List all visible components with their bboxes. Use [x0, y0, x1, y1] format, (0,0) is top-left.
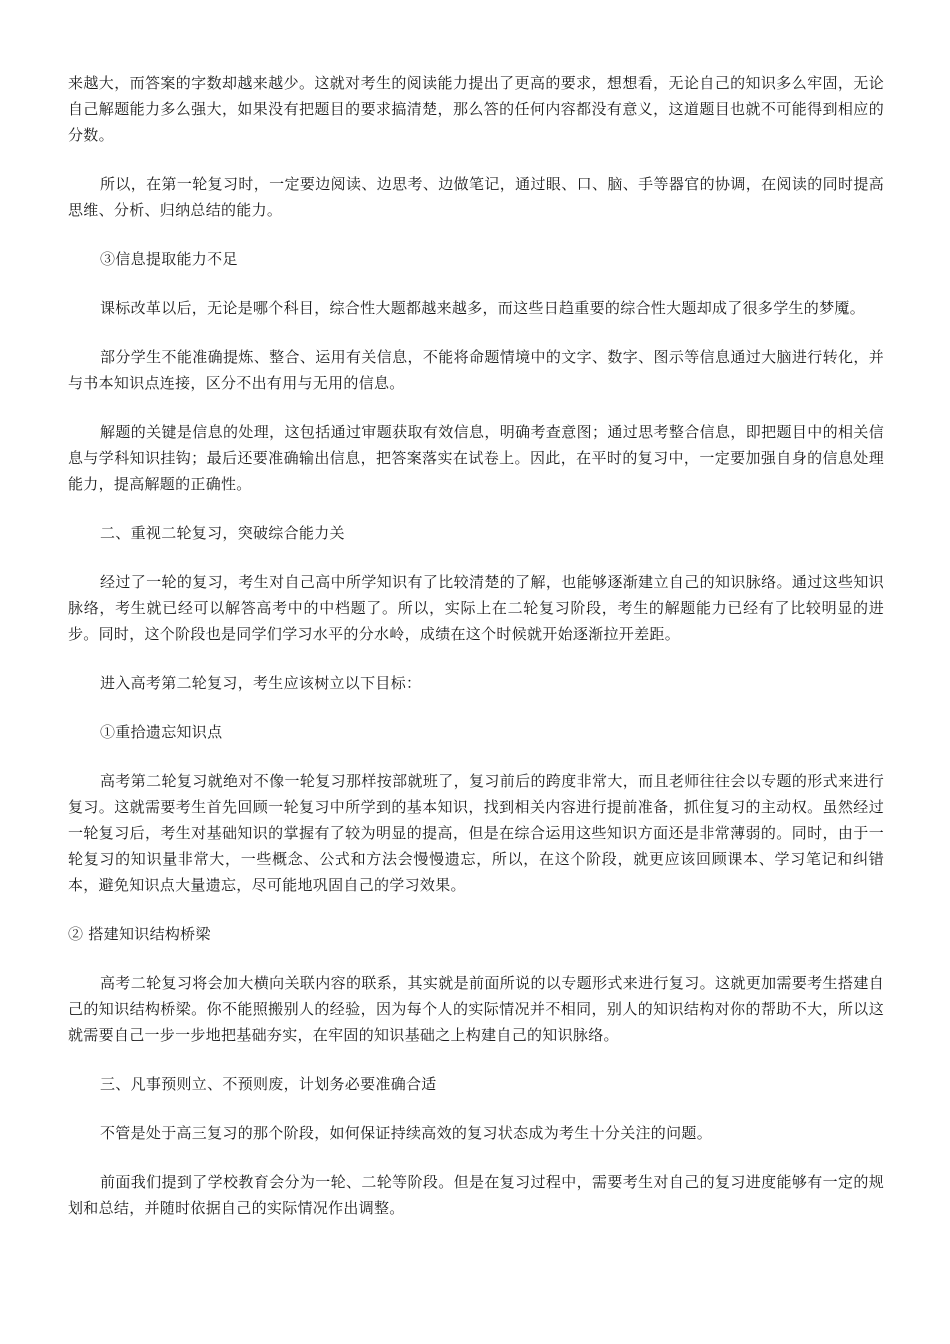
subheading-information-extraction: ③信息提取能力不足	[100, 250, 238, 268]
paragraph-after-first-round: 经过了一轮的复习，考生对自己高中所学知识有了比较清楚的了解，也能够逐渐建立自己的知识脉络。通过这些知识脉络，考生就已经可以解答高考中的中档题了。所以，实际上在二轮复习阶段，考生的解题能力已经有了比较明显的进步。同时，这个阶段也是同学们学习水平的分水岭，成绩在这个时候就开始逐渐拉开差距。	[68, 573, 884, 643]
subheading-recover-forgotten-points: ①重拾遗忘知识点	[100, 723, 223, 741]
paragraph-curriculum-reform: 课标改革以后，无论是哪个科目，综合性大题都越来越多，而这些日趋重要的综合性大题却成了很多学生的梦魇。	[100, 299, 866, 317]
subheading-knowledge-bridge: ② 搭建知识结构桥梁	[68, 925, 211, 943]
section-heading-planning: 三、凡事预则立、不预则废，计划务必要准确合适	[100, 1075, 437, 1093]
section-heading-second-round: 二、重视二轮复习，突破综合能力关	[100, 524, 345, 542]
paragraph-knowledge-structure: 高考二轮复习将会加大横向关联内容的联系，其实就是前面所说的以专题形式来进行复习。这就更加需要考生搭建自己的知识结构桥梁。你不能照搬别人的经验，因为每个人的实际情况并不相同，别人的知识结构对你的帮助不大，所以这就需要自己一步一步地把基础夯实，在牢固的知识基础之上构建自己的知识脉络。	[68, 974, 884, 1044]
paragraph-information-processing: 解题的关键是信息的处理，这包括通过审题获取有效信息，明确考查意图；通过思考整合信息，即把题目中的相关信息与学科知识挂钩；最后还要准确输出信息，把答案落实在试卷上。因此，在平时的复习中，一定要加强自身的信息处理能力，提高解题的正确性。	[68, 423, 884, 493]
document-page	[68, 70, 884, 1244]
paragraph-first-round-method: 所以，在第一轮复习时，一定要边阅读、边思考、边做笔记，通过眼、口、脑、手等器官的协调，在阅读的同时提高思维、分析、归纳总结的能力。	[68, 175, 884, 219]
paragraph-reading-demands: 来越大，而答案的字数却越来越少。这就对考生的阅读能力提出了更高的要求，想想看，无论自己的知识多么牢固，无论自己解题能力多么强大，如果没有把题目的要求搞清楚，那么答的任何内容都没有意义，这道题目也就不可能得到相应的分数。	[68, 74, 884, 144]
paragraph-second-round-review: 高考第二轮复习就绝对不像一轮复习那样按部就班了，复习前后的跨度非常大，而且老师往往会以专题的形式来进行复习。这就需要考生首先回顾一轮复习中所学到的基本知识，找到相关内容进行提前准备，抓住复习的主动权。虽然经过一轮复习后，考生对基础知识的掌握有了较为明显的提高，但是在综合运用这些知识方面还是非常薄弱的。同时，由于一轮复习的知识量非常大，一些概念、公式和方法会慢慢遗忘，所以，在这个阶段，就更应该回顾课本、学习笔记和纠错本，避免知识点大量遗忘，尽可能地巩固自己的学习效果。	[68, 772, 884, 894]
paragraph-second-round-goals: 进入高考第二轮复习，考生应该树立以下目标：	[100, 674, 422, 692]
paragraph-efficient-review: 不管是处于高三复习的那个阶段，如何保证持续高效的复习状态成为考生十分关注的问题。	[100, 1124, 713, 1142]
paragraph-progress-planning: 前面我们提到了学校教育会分为一轮、二轮等阶段。但是在复习过程中，需要考生对自己的复习进度能够有一定的规划和总结，并随时依据自己的实际情况作出调整。	[68, 1173, 884, 1217]
paragraph-students-weakness: 部分学生不能准确提炼、整合、运用有关信息，不能将命题情境中的文字、数字、图示等信息通过大脑进行转化，并与书本知识点连接，区分不出有用与无用的信息。	[68, 348, 884, 392]
